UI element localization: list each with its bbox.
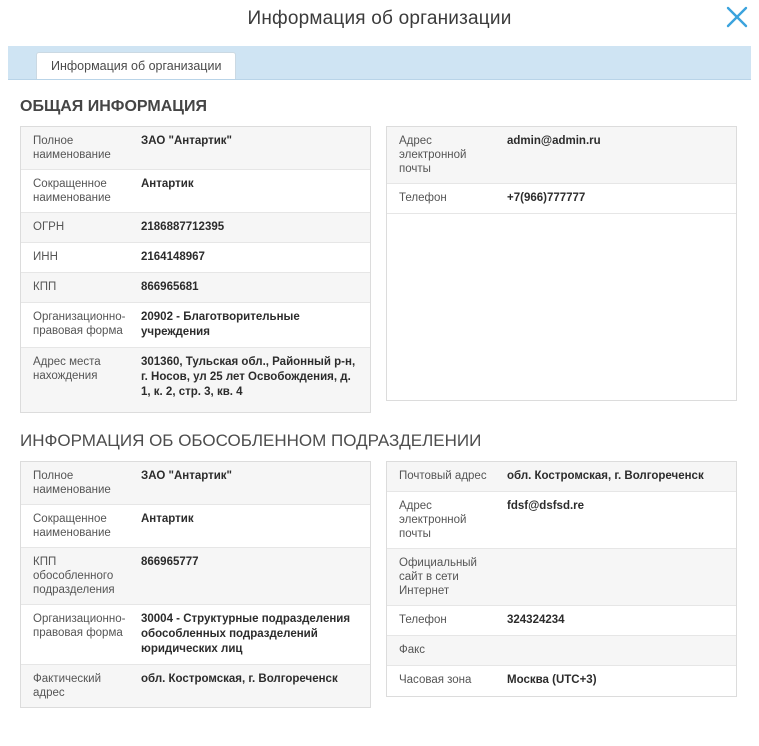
row-value bbox=[503, 549, 736, 605]
row-value: ЗАО "Антартик" bbox=[141, 135, 233, 147]
row-label: Телефон bbox=[399, 614, 447, 626]
row-label: Факс bbox=[399, 644, 426, 656]
row-value: admin@admin.ru bbox=[507, 135, 601, 147]
row-value: 301360, Тульская обл., Районный р-н, г. Носов, ул 25 лет Освобождения, д. 1, к. 2, стр. 3, кв. 4 bbox=[141, 356, 356, 398]
section-title-subdivision: ИНФОРМАЦИЯ ОБ ОБОСОБЛЕННОМ ПОДРАЗДЕЛЕНИИ bbox=[20, 431, 482, 450]
row-label: Сокращенное наименование bbox=[33, 178, 111, 204]
row-value: 866965777 bbox=[141, 556, 199, 568]
general-info-columns bbox=[20, 126, 737, 413]
table-row bbox=[21, 243, 370, 273]
table-row bbox=[21, 665, 370, 707]
table-row bbox=[21, 127, 370, 170]
table-row bbox=[387, 606, 736, 636]
row-value: 20902 - Благотворительные учреждения bbox=[141, 311, 300, 338]
table-row bbox=[387, 492, 736, 549]
table-row bbox=[21, 348, 370, 412]
row-label: Официальный сайт в сети Интернет bbox=[399, 557, 477, 597]
row-label: Часовая зона bbox=[399, 674, 472, 686]
general-info-right-table bbox=[386, 126, 737, 401]
row-label: Организационно-правовая форма bbox=[33, 613, 126, 639]
row-value: +7(966)777777 bbox=[507, 192, 586, 204]
tab-organization-info[interactable] bbox=[36, 52, 236, 79]
row-label: ИНН bbox=[33, 251, 58, 263]
table-row bbox=[21, 170, 370, 213]
table-row bbox=[21, 213, 370, 243]
row-value: 2164148967 bbox=[141, 251, 205, 263]
tab-label: Информация об организации bbox=[51, 59, 222, 73]
row-label: Почтовый адрес bbox=[399, 470, 487, 482]
subdivision-left-table bbox=[20, 461, 371, 708]
row-label: КПП обособленного подразделения bbox=[33, 556, 115, 596]
table-row bbox=[21, 548, 370, 605]
table-row bbox=[387, 666, 736, 696]
table-row bbox=[21, 505, 370, 548]
row-value: Антартик bbox=[141, 513, 194, 525]
row-label: Адрес электронной почты bbox=[399, 135, 467, 175]
table-filler bbox=[387, 214, 736, 400]
row-value: fdsf@dsfsd.re bbox=[507, 500, 585, 512]
subdivision-right-table bbox=[386, 461, 737, 697]
table-row bbox=[21, 462, 370, 505]
row-value: обл. Костромская, г. Волгореченск bbox=[507, 470, 704, 482]
section-title-general: ОБЩАЯ ИНФОРМАЦИЯ bbox=[20, 98, 207, 115]
table-row bbox=[387, 549, 736, 606]
row-value: Москва (UTC+3) bbox=[507, 674, 597, 686]
row-value: 2186887712395 bbox=[141, 221, 225, 233]
row-value: 866965681 bbox=[141, 281, 199, 293]
row-label: Телефон bbox=[399, 192, 447, 204]
tab-bar bbox=[8, 46, 751, 80]
dialog-header bbox=[0, 0, 759, 46]
row-value: 324324234 bbox=[507, 614, 565, 626]
row-label: Полное наименование bbox=[33, 135, 111, 161]
close-icon[interactable] bbox=[723, 2, 751, 30]
row-value bbox=[503, 636, 736, 665]
row-label: Адрес электронной почты bbox=[399, 500, 467, 540]
table-row bbox=[21, 605, 370, 665]
row-label: Фактический адрес bbox=[33, 673, 102, 699]
table-row bbox=[21, 303, 370, 348]
page-title: Информация об организации bbox=[247, 8, 512, 29]
row-value: ЗАО "Антартик" bbox=[141, 470, 233, 482]
row-label: Сокращенное наименование bbox=[33, 513, 111, 539]
row-label: КПП bbox=[33, 281, 57, 293]
general-info-left-table bbox=[20, 126, 371, 413]
row-value: 30004 - Структурные подразделения обособленных подразделений юридических лиц bbox=[141, 613, 351, 655]
table-row bbox=[387, 184, 736, 214]
table-row bbox=[387, 636, 736, 666]
table-row bbox=[387, 462, 736, 492]
row-label: ОГРН bbox=[33, 221, 65, 233]
row-label: Адрес места нахождения bbox=[33, 356, 101, 382]
subdivision-info-columns bbox=[20, 461, 737, 708]
row-value: обл. Костромская, г. Волгореченск bbox=[141, 673, 338, 685]
row-label: Организационно-правовая форма bbox=[33, 311, 126, 337]
table-row bbox=[387, 127, 736, 184]
row-label: Полное наименование bbox=[33, 470, 111, 496]
table-row bbox=[21, 273, 370, 303]
row-value: Антартик bbox=[141, 178, 194, 190]
